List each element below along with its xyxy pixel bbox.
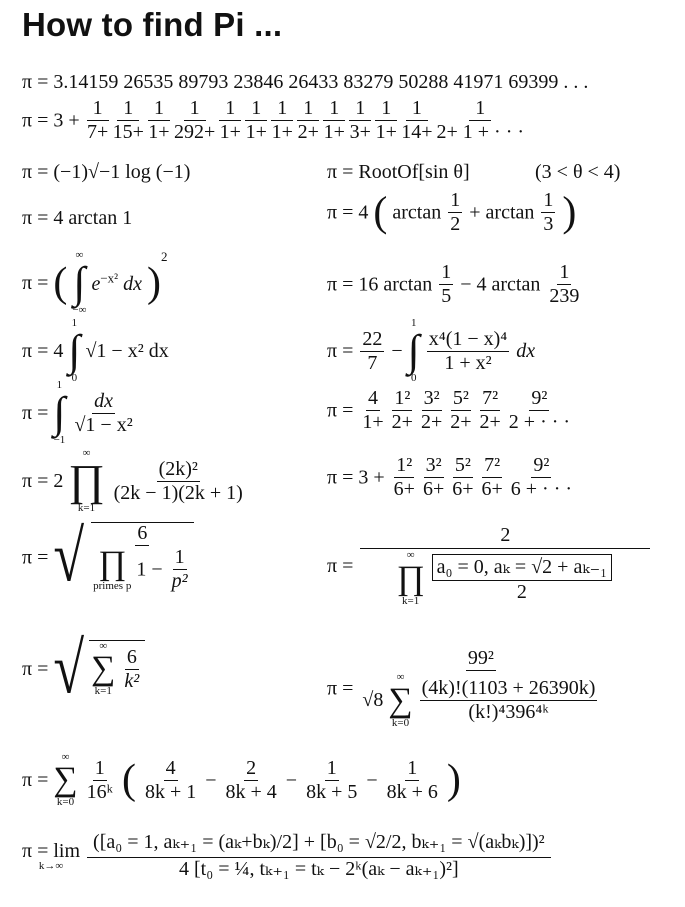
cf-term <box>390 388 415 433</box>
upper-limit: 1 <box>71 317 78 329</box>
denominator: 1+ <box>245 121 267 143</box>
product-sign: ∏ <box>396 559 425 597</box>
upper-limit: ∞ <box>61 751 70 763</box>
sum-sign: ∑ <box>91 650 116 687</box>
denominator: 2+ <box>391 411 413 433</box>
sum-sign: ∑ <box>388 681 413 719</box>
numerator: 1 <box>297 98 319 121</box>
limit-subscript: k→∞ <box>38 859 64 872</box>
numerator: 1² <box>394 387 411 409</box>
denominator: 8k + 4 <box>225 780 277 803</box>
cf-term <box>87 98 109 143</box>
numerator: 9² <box>533 454 550 476</box>
integrand: e <box>91 273 101 296</box>
formula-lhs: π = 4 <box>22 340 64 362</box>
cf-term <box>360 388 385 433</box>
numerator: 2 <box>360 525 650 549</box>
cf-term <box>478 388 503 433</box>
denominator: 1+ <box>323 121 345 143</box>
formula-rootof: π = RootOf[sin θ] <box>327 161 470 183</box>
formula-lhs: π = <box>22 402 49 424</box>
cf-term <box>323 98 345 143</box>
cf-term <box>375 98 397 143</box>
denominator: 2 + · · · <box>508 411 571 433</box>
formula-brouncker <box>327 388 574 433</box>
formula-lhs: π = <box>327 555 354 578</box>
formula-viete-nested <box>327 525 652 607</box>
formula-euler-product <box>22 516 196 598</box>
formula-theta-range: (3 < θ < 4) <box>535 161 621 183</box>
numerator: 1 <box>469 98 491 121</box>
cf-term <box>245 98 267 143</box>
formula-basel <box>22 628 145 710</box>
cf-term <box>509 455 574 500</box>
radical-sign: √ <box>53 628 85 710</box>
numerator: 1 <box>148 98 170 121</box>
left-paren: ( <box>53 260 68 306</box>
denominator: 7 <box>367 351 378 374</box>
numerator: 22 <box>362 327 383 350</box>
denominator: 14+ <box>401 121 433 143</box>
denominator: 2+ <box>420 411 443 433</box>
lower-limit: k=0 <box>56 796 75 808</box>
page-title: How to find Pi ... <box>22 6 283 43</box>
denominator: 16ᵏ <box>86 780 113 803</box>
denominator: 292+ <box>173 121 216 143</box>
numerator: 3² <box>425 454 442 476</box>
limit-label: π = lim <box>22 839 81 862</box>
numerator: 1 <box>271 98 293 121</box>
denominator: 6 + · · · <box>510 478 573 500</box>
denominator: 6+ <box>393 478 415 500</box>
formula-lhs: π = <box>327 677 354 700</box>
denominator: 5 <box>441 285 452 307</box>
numerator: 1 <box>559 261 570 283</box>
denominator: (2k − 1)(2k + 1) <box>113 481 243 504</box>
upper-limit: ∞ <box>82 447 91 459</box>
numerator: 5² <box>454 454 471 476</box>
differential: dx <box>516 340 536 362</box>
denominator: 3 <box>543 213 554 235</box>
cf-term <box>419 388 444 433</box>
formula-decimal-expansion: π = 3.14159 26535 89793 23846 26433 83279 50288 41971 69399 . . . <box>22 71 589 93</box>
numerator: 1 <box>375 98 397 121</box>
formula-arctan-sum <box>327 190 576 235</box>
denominator: 15+ <box>112 121 144 143</box>
continued-fraction-terms <box>85 97 526 143</box>
numerator: 1 <box>117 98 139 121</box>
formula-ramanujan <box>327 648 603 729</box>
continued-fraction-terms <box>390 454 576 500</box>
bbp-term <box>224 758 279 803</box>
denominator: 6+ <box>481 478 503 500</box>
numerator: 1 <box>543 189 554 211</box>
cf-term <box>113 98 144 143</box>
denominator: 3+ <box>349 121 371 143</box>
cf-term <box>297 98 319 143</box>
sum-sign: ∑ <box>53 761 78 798</box>
formula-arcsin-integral <box>22 380 137 446</box>
numerator: 1 <box>219 98 241 121</box>
denominator: 1+ <box>271 121 293 143</box>
right-paren: ) <box>146 260 161 306</box>
denominator: 2+ <box>450 411 472 433</box>
numerator: 3² <box>423 387 440 409</box>
cf-term <box>507 388 572 433</box>
numerator: 1 <box>94 756 105 779</box>
numerator: 2 <box>246 756 257 779</box>
lower-limit: primes p <box>93 580 132 592</box>
lower-limit: −1 <box>53 434 66 446</box>
cf-term <box>174 98 215 143</box>
denominator: (k!)⁴396⁴ᵏ <box>468 701 549 724</box>
numerator: (4k)!(1103 + 26390k) <box>421 677 596 700</box>
denominator: p² <box>171 570 188 593</box>
numerator: a₀ = 0, aₖ = √2 + aₖ₋₁ <box>432 554 613 581</box>
numerator: 4 <box>368 387 379 409</box>
numerator: 7² <box>484 454 501 476</box>
numerator: 9² <box>531 387 548 409</box>
integral-sign: ∫ <box>68 326 81 375</box>
numerator: 1 <box>406 98 428 121</box>
plus-arctan: + arctan <box>469 201 535 224</box>
numerator: 1 <box>450 189 461 211</box>
minus-sign: − <box>280 769 303 791</box>
numerator: 5² <box>452 387 469 409</box>
denominator: 8k + 5 <box>306 780 358 803</box>
numerator: 99² <box>467 647 494 669</box>
formula-gaussian-integral <box>22 250 167 316</box>
numerator: 1 <box>407 756 418 779</box>
lower-limit: k=1 <box>77 502 96 514</box>
numerator: dx <box>94 389 114 412</box>
denominator: 2+ <box>297 121 319 143</box>
lower-limit: 0 <box>410 372 417 384</box>
cf-term <box>349 98 371 143</box>
numerator: 7² <box>482 387 499 409</box>
lower-limit: k=0 <box>391 716 410 729</box>
formula-lhs: π = 4 <box>327 201 369 224</box>
differential: dx <box>123 273 142 296</box>
formula-lhs: π = <box>327 340 354 362</box>
denominator: 8k + 6 <box>386 780 438 803</box>
denominator: 6+ <box>422 478 445 500</box>
denominator: 6+ <box>452 478 474 500</box>
cf-term <box>148 98 170 143</box>
power: 2 <box>160 249 168 264</box>
right-paren: ) <box>446 757 461 803</box>
product-sign: ∏ <box>68 456 105 505</box>
formula-lhs: π = 3 + <box>327 466 385 489</box>
product-sign: ∏ <box>98 545 127 582</box>
formula-lhs: π = <box>22 769 49 791</box>
minus-sign: − <box>361 769 383 791</box>
bbp-term <box>304 758 359 803</box>
cf-term <box>421 455 446 500</box>
numerator: 1 <box>349 98 371 121</box>
formula-arctan-1: π = 4 arctan 1 <box>22 207 133 229</box>
upper-limit: ∞ <box>75 249 84 261</box>
lower-limit: k=1 <box>94 685 112 697</box>
numerator: 1 <box>174 546 185 569</box>
denominator: 2+ <box>479 411 501 433</box>
formula-gauss-legendre <box>22 832 553 880</box>
radical-sign: √ <box>53 516 85 598</box>
left-paren: ( <box>373 189 388 236</box>
denominator: 1+ <box>375 121 397 143</box>
formula-machin <box>327 262 583 307</box>
continued-fraction-terms <box>358 387 574 433</box>
upper-limit: ∞ <box>396 671 405 683</box>
lower-limit: −∞ <box>72 304 87 316</box>
numerator: 6 <box>137 522 148 544</box>
denominator: 1 + x² <box>444 351 492 374</box>
formula-continued-fraction <box>22 98 526 143</box>
numerator: 6 <box>126 645 137 668</box>
formula-lhs: π = 16 arctan <box>327 273 433 296</box>
numerator: (2k)² <box>158 457 198 480</box>
formula-nilakantha-cf <box>327 455 576 500</box>
integrand: √1 − x² dx <box>85 340 169 362</box>
denominator: k² <box>124 669 140 692</box>
cf-term <box>448 388 473 433</box>
upper-limit: 1 <box>56 379 63 391</box>
formula-lhs: π = <box>22 546 49 569</box>
formula-lhs: π = 2 <box>22 470 64 492</box>
cf-term <box>450 455 475 500</box>
denominator: 239 <box>549 285 580 307</box>
formula-lhs: π = <box>22 272 49 294</box>
denominator: 4 [t₀ = ¼, tₖ₊₁ = tₖ − 2ᵏ(aₖ − aₖ₊₁)²] <box>179 858 459 880</box>
numerator: 1 <box>326 756 337 779</box>
denominator <box>395 549 617 607</box>
numerator: 1 <box>87 98 109 121</box>
formula-dalzell <box>327 318 535 384</box>
denominator: 2 <box>450 213 461 235</box>
integral-sign: ∫ <box>73 258 86 307</box>
cf-term <box>401 98 432 143</box>
integral-sign: ∫ <box>53 388 66 437</box>
exponent: −x² <box>100 270 119 286</box>
denominator: 1+ <box>362 411 384 433</box>
root-eight: √8 <box>362 689 384 712</box>
right-paren: ) <box>562 189 577 236</box>
denominator: 1+ <box>219 121 241 143</box>
cf-term <box>271 98 293 143</box>
arctan-label: arctan <box>392 201 442 224</box>
cf-term <box>392 455 417 500</box>
minus-sign: − <box>391 340 403 362</box>
numerator: 1 <box>323 98 345 121</box>
denominator: 7+ <box>87 121 109 143</box>
formula-lhs: π = <box>327 399 354 422</box>
numerator: 4 <box>165 756 176 779</box>
bbp-terms <box>141 756 442 803</box>
upper-limit: ∞ <box>406 549 415 561</box>
numerator: x⁴(1 − x)⁴ <box>428 327 508 350</box>
integral-sign: ∫ <box>407 326 420 375</box>
left-paren: ( <box>121 757 136 803</box>
formula-bbp <box>22 752 461 808</box>
numerator: 1 <box>184 98 206 121</box>
formula-semicircle-integral <box>22 318 169 384</box>
numerator: ([a₀ = 1, aₖ₊₁ = (aₖ+bₖ)/2] + [b₀ = √2/2, bₖ₊₁ = √(aₖbₖ)])² <box>87 832 551 858</box>
minus-arctan: − 4 arctan <box>460 273 541 296</box>
one-minus: 1 − <box>136 558 163 581</box>
formula-wallis-product <box>22 448 247 514</box>
formula-log: π = (−1)√−1 log (−1) <box>22 161 191 183</box>
numerator: 1 <box>245 98 267 121</box>
upper-limit: ∞ <box>99 640 108 652</box>
numerator: 1 <box>441 261 452 283</box>
denominator <box>360 671 601 729</box>
minus-sign: − <box>200 769 222 791</box>
denominator: 2 <box>516 581 527 604</box>
formula-lhs: π = 3 + <box>22 109 80 132</box>
formula-lhs: π = <box>22 658 49 680</box>
numerator: 1² <box>396 454 413 476</box>
lower-limit: k=1 <box>402 594 420 607</box>
cf-term <box>437 98 525 143</box>
upper-limit: 1 <box>410 317 417 329</box>
cf-term <box>480 455 505 500</box>
denominator: 8k + 1 <box>144 780 197 803</box>
denominator: 2+ 1 + · · · <box>436 121 525 143</box>
denominator: 1+ <box>148 121 170 143</box>
denominator <box>91 546 193 593</box>
denominator: √1 − x² <box>74 413 133 436</box>
lower-limit: 0 <box>71 372 78 384</box>
bbp-term <box>385 758 440 803</box>
bbp-term <box>143 758 198 803</box>
cf-term <box>219 98 241 143</box>
